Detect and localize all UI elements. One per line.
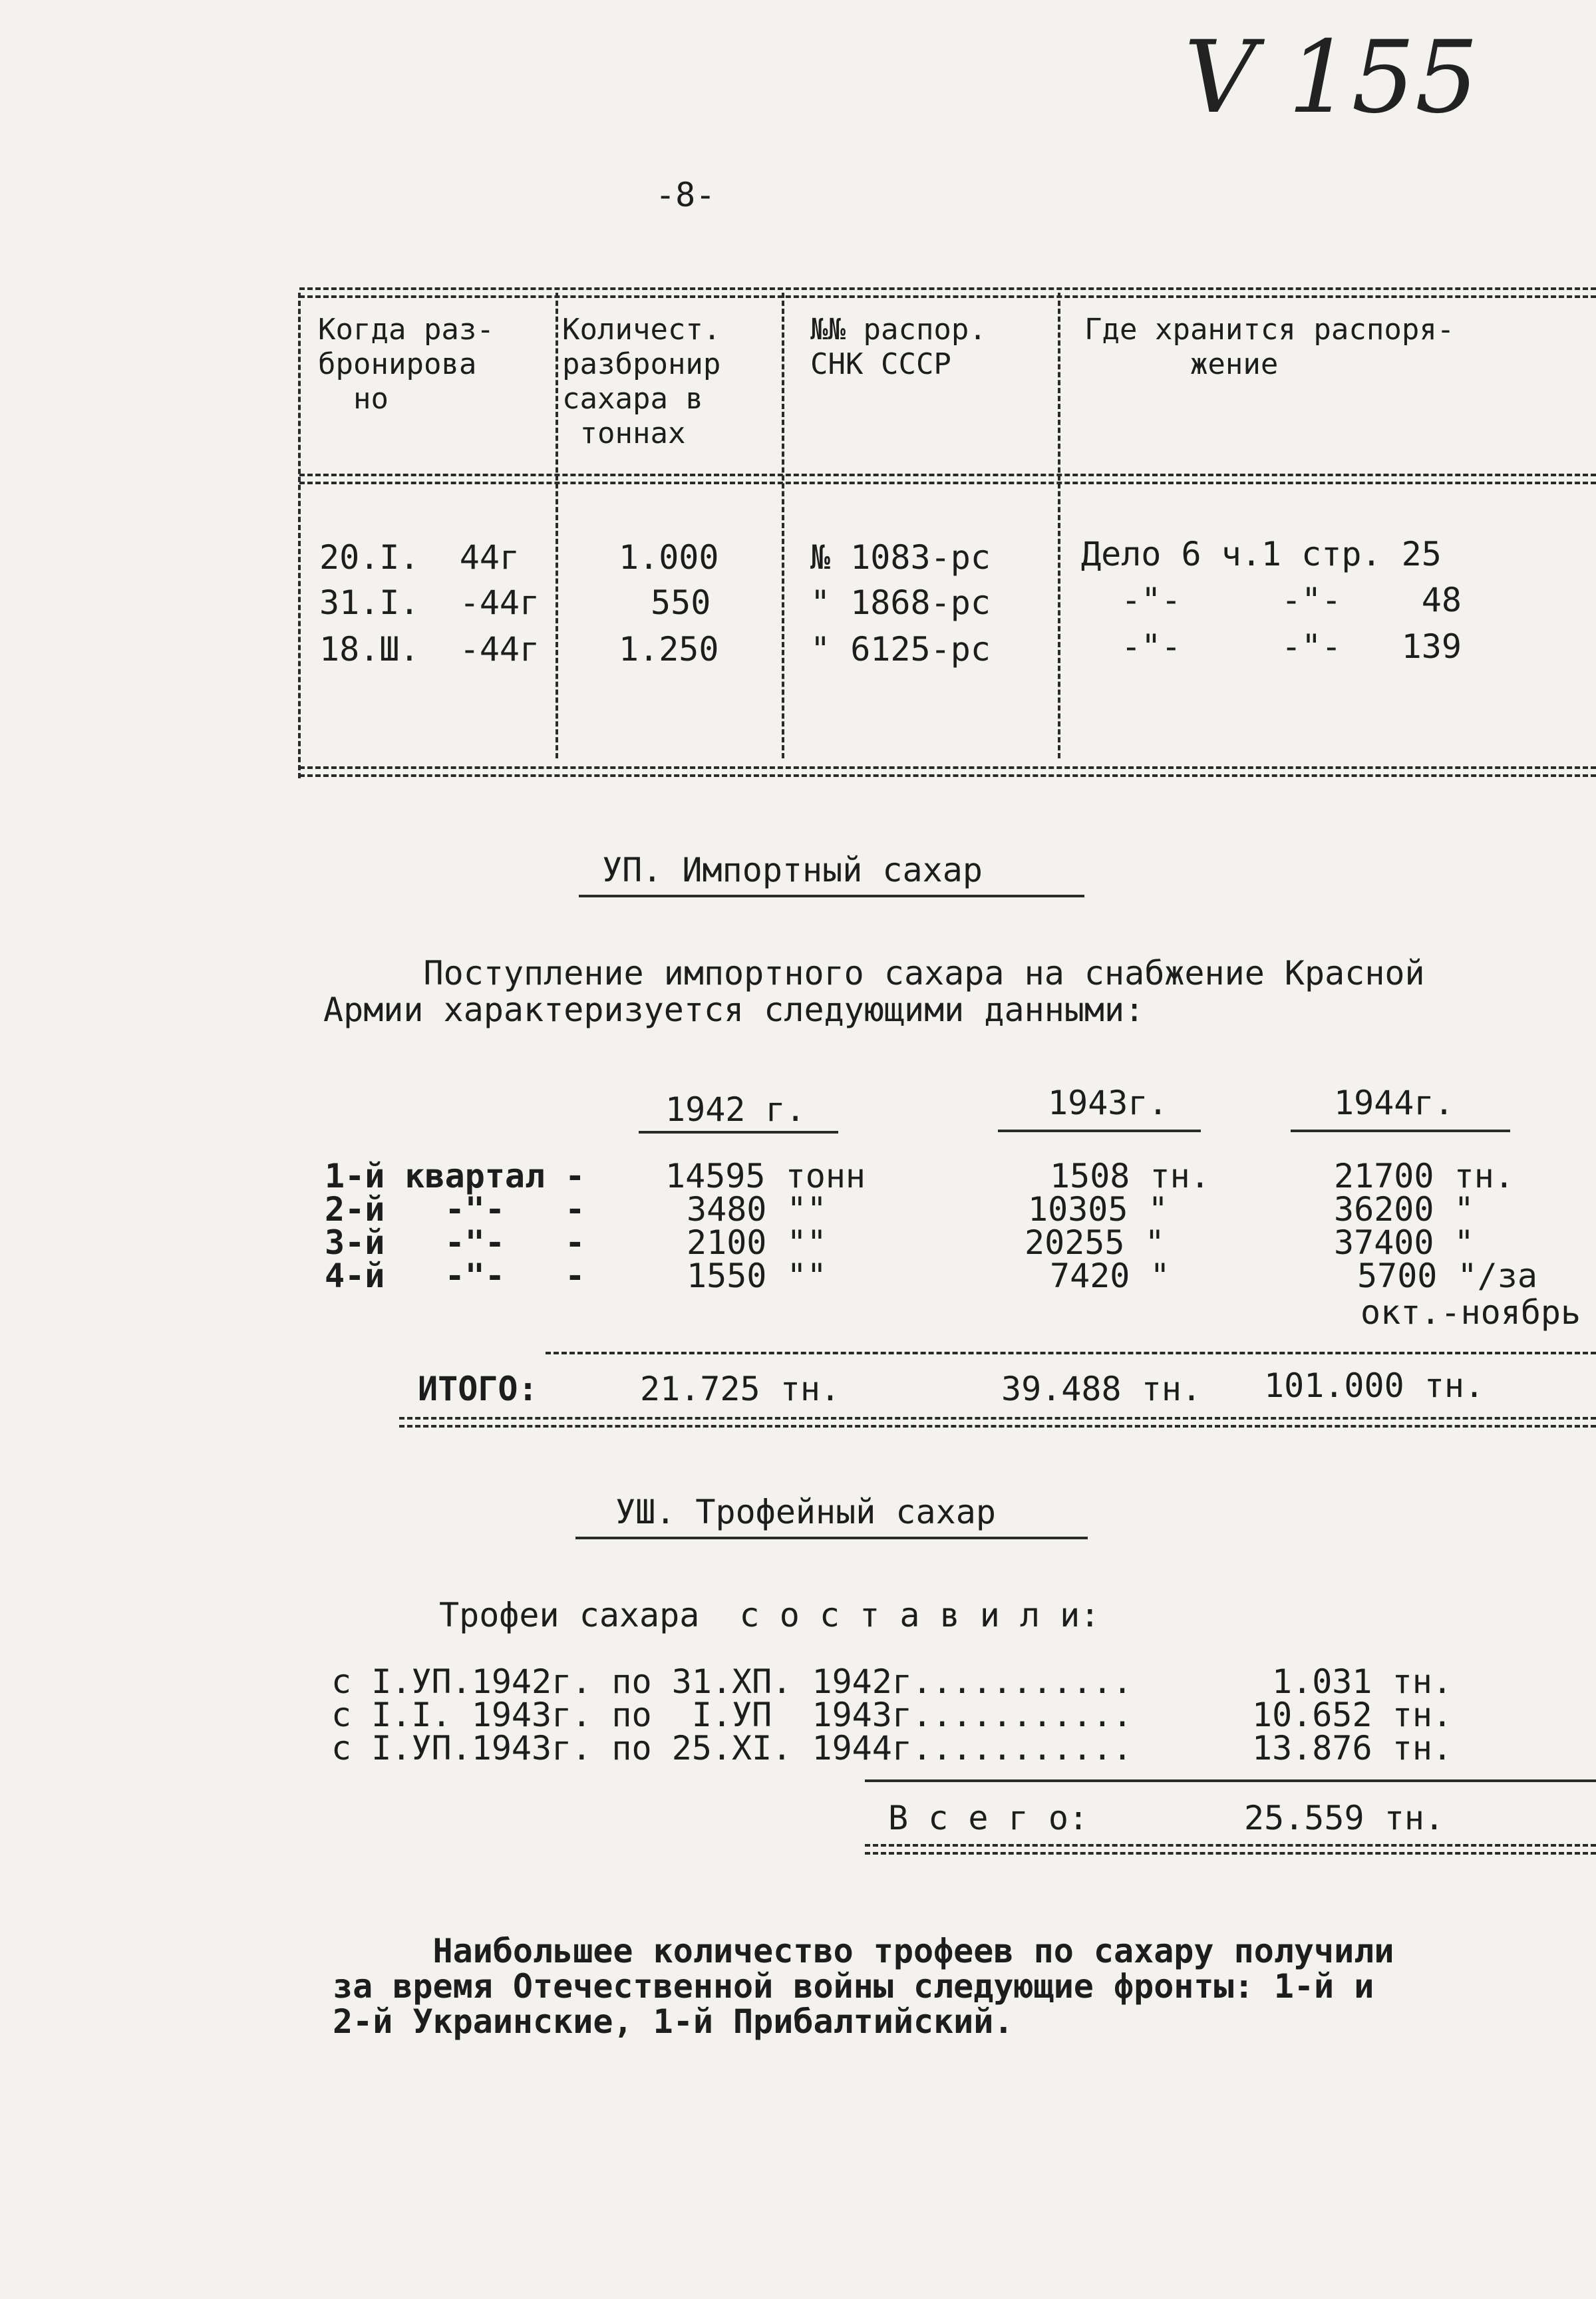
table-header-rule bbox=[299, 474, 1596, 476]
year-header-1944: 1944г. bbox=[1334, 1084, 1454, 1122]
year-header-1943: 1943г. bbox=[1048, 1084, 1168, 1122]
trophy-amount: 10.652 тн. bbox=[1252, 1696, 1453, 1734]
year-header-1942: 1942 г. bbox=[665, 1090, 806, 1129]
row-date: 20.I. 44г bbox=[319, 538, 520, 577]
page-number: -8- bbox=[655, 176, 716, 214]
trophy-period: с I.I. 1943г. по I.УП 1943г........... bbox=[331, 1696, 1133, 1734]
import-section-heading: УП. Импортный сахар bbox=[602, 851, 983, 889]
closing-line-3: 2-й Украинские, 1-й Прибалтийский. bbox=[333, 2002, 1014, 2041]
value-1944: 5700 "/за bbox=[1357, 1257, 1537, 1295]
table-top-rule-2 bbox=[299, 295, 1596, 298]
import-total-rule bbox=[546, 1352, 1596, 1354]
row-where: -"- -"- 48 bbox=[1081, 581, 1462, 619]
trophy-total-top-rule bbox=[865, 1779, 1596, 1782]
import-intro-line-2: Армии характеризуется следующими данными: bbox=[323, 991, 1145, 1029]
trophy-heading-underline bbox=[575, 1537, 1088, 1539]
note-1944: окт.-ноябрь bbox=[1360, 1293, 1581, 1332]
closing-line-1: Наибольшее количество трофеев по сахару получили bbox=[333, 1932, 1394, 1970]
table-header-rule-2 bbox=[299, 482, 1596, 484]
quarter-label: 4-й -"- - bbox=[325, 1257, 585, 1295]
quarter-label: 3-й -"- - bbox=[325, 1223, 585, 1262]
table-col-divider bbox=[298, 293, 301, 778]
year-1942-underline bbox=[639, 1131, 838, 1134]
import-total-bottom-rule-2 bbox=[399, 1425, 1596, 1428]
table-col-divider bbox=[782, 293, 784, 758]
value-1943: 1508 тн. bbox=[1050, 1157, 1210, 1195]
value-1942: 1550 "" bbox=[687, 1257, 827, 1295]
row-where: -"- -"- 139 bbox=[1081, 627, 1462, 666]
value-1943: 10305 " bbox=[1028, 1190, 1168, 1229]
row-where: Дело 6 ч.1 стр. 25 bbox=[1081, 535, 1442, 573]
import-heading-underline bbox=[579, 895, 1084, 897]
value-1943: 20255 " bbox=[1025, 1223, 1165, 1262]
table-top-rule bbox=[299, 287, 1596, 290]
trophy-section-heading: УШ. Трофейный сахар bbox=[615, 1493, 996, 1531]
row-amount: 1.000 bbox=[619, 538, 719, 577]
value-1944: 36200 " bbox=[1334, 1190, 1474, 1229]
import-total-label: ИТОГО: bbox=[418, 1370, 538, 1408]
trophy-period: с I.УП.1942г. по 31.ХП. 1942г........... bbox=[331, 1662, 1133, 1701]
value-1942: 3480 "" bbox=[687, 1190, 827, 1229]
value-1942: 14595 тонн bbox=[665, 1157, 866, 1195]
import-total-1943: 39.488 тн. bbox=[1001, 1370, 1202, 1408]
trophy-amount: 13.876 тн. bbox=[1252, 1729, 1453, 1767]
trophy-amount: 1.031 тн. bbox=[1272, 1662, 1452, 1701]
row-order: № 1083-рс bbox=[810, 538, 991, 577]
row-date: 18.Ш. -44г bbox=[319, 630, 540, 669]
table-bottom-rule-2 bbox=[299, 774, 1596, 777]
table-header-order: №№ распор. СНК СССР bbox=[810, 313, 987, 381]
import-total-bottom-rule bbox=[399, 1417, 1596, 1420]
year-1944-underline bbox=[1291, 1130, 1510, 1132]
row-amount: 1.250 bbox=[619, 630, 719, 669]
quarter-label: 2-й -"- - bbox=[325, 1190, 585, 1229]
trophy-total-bottom-rule-2 bbox=[865, 1852, 1596, 1855]
handwritten-archive-mark: V 155 bbox=[1184, 20, 1479, 136]
quarter-label: 1-й квартал - bbox=[325, 1157, 585, 1195]
table-col-divider bbox=[1058, 293, 1060, 758]
value-1944: 37400 " bbox=[1334, 1223, 1474, 1262]
trophy-total-value: 25.559 тн. bbox=[1244, 1799, 1445, 1837]
import-total-1944: 101.000 тн. bbox=[1264, 1366, 1485, 1405]
trophy-period: с I.УП.1943г. по 25.XI. 1944г........... bbox=[331, 1729, 1133, 1767]
table-header-when: Когда раз- бронирова но bbox=[318, 313, 494, 416]
row-order: " 6125-рс bbox=[810, 630, 991, 669]
table-header-amount: Количест. разбронир сахара в тоннах bbox=[562, 313, 721, 450]
row-date: 31.I. -44г bbox=[319, 583, 540, 622]
closing-line-2: за время Отечественной войны следующие фронты: 1-й и bbox=[333, 1967, 1374, 2006]
trophy-total-label: В с е г о: bbox=[888, 1799, 1089, 1837]
value-1942: 2100 "" bbox=[687, 1223, 827, 1262]
trophy-intro: Трофеи сахара с о с т а в и л и: bbox=[439, 1596, 1100, 1634]
value-1943: 7420 " bbox=[1050, 1257, 1170, 1295]
row-amount: 550 bbox=[651, 583, 711, 622]
row-order: " 1868-рс bbox=[810, 583, 991, 622]
table-col-divider bbox=[556, 293, 558, 758]
trophy-total-bottom-rule bbox=[865, 1844, 1596, 1847]
year-1943-underline bbox=[998, 1130, 1201, 1132]
import-intro-line-1: Поступление импортного сахара на снабжение Красной bbox=[323, 954, 1425, 993]
table-header-where: Где хранится распоря- жение bbox=[1084, 313, 1455, 381]
table-bottom-rule bbox=[299, 766, 1596, 769]
value-1944: 21700 тн. bbox=[1334, 1157, 1514, 1195]
import-total-1942: 21.725 тн. bbox=[640, 1370, 841, 1408]
